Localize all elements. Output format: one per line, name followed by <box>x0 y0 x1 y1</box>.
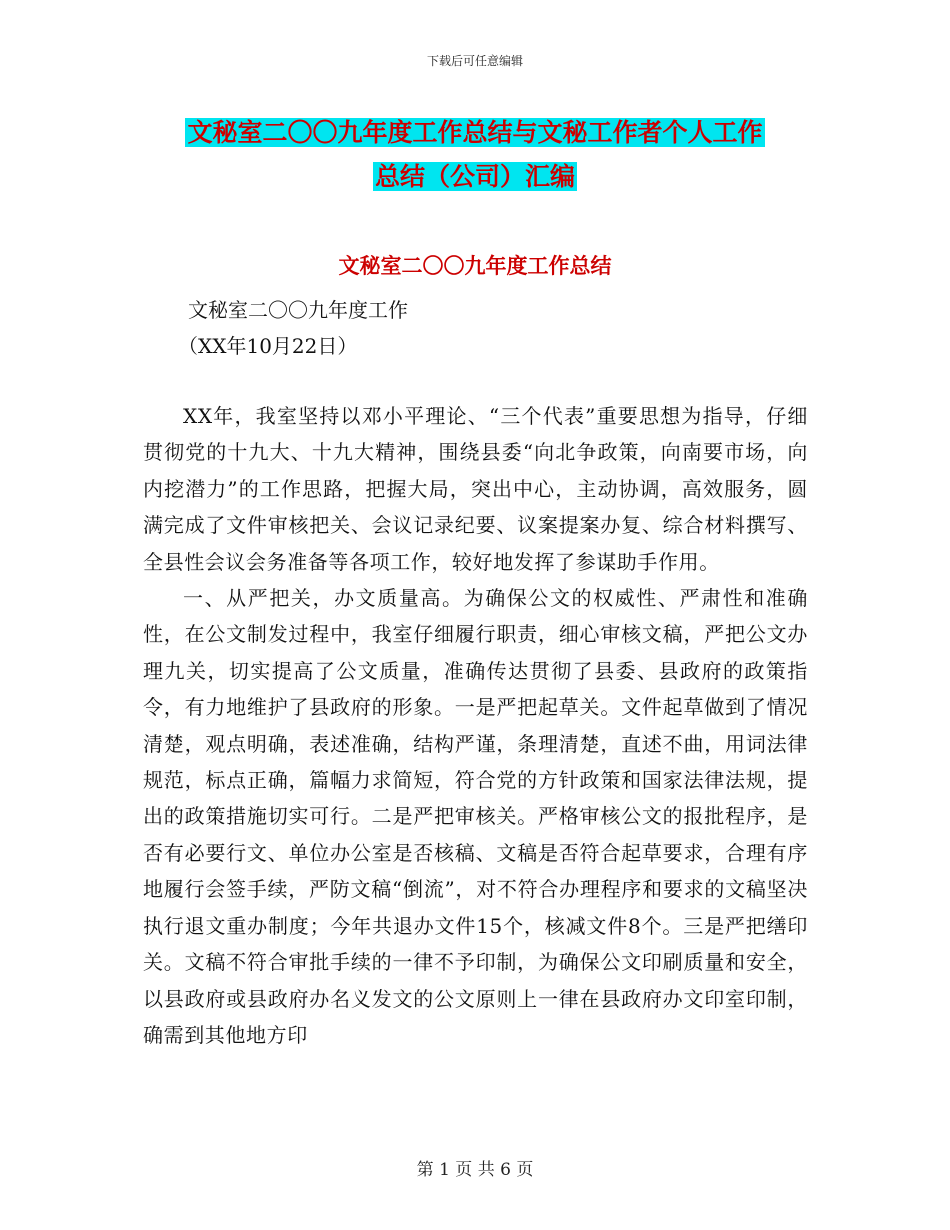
header-note: 下载后可任意编辑 <box>426 54 523 68</box>
document-body <box>143 398 808 1053</box>
page-footer: 第 1 页 共 6 页 <box>416 1160 534 1180</box>
body-paragraph: 一、从严把关，办文质量高。为确保公文的权威性、严肃性和准确性，在公文制发过程中，我室仔细履行职责，细心审核文稿，严把公文办理九关，切实提高了公文质量，准确传达贯彻了县委、县政府的政策指令，有力地维护了县政府的形象。一是严把起草关。文件起草做到了情况清楚，观点明确，表述准确，结构严谨，条理清楚，直述不曲，用词法律规范，标点正确，篇幅力求简短，符合党的方针政策和国家法律法规，提出的政策措施切实可行。二是严把审核关。严格审核公文的报批程序，是否有必要行文、单位办公室是否核稿、文稿是否符合起草要求，合理有序地履行会签手续，严防文稿“倒流”，对不符合办理程序和要求的文稿坚决执行退文重办制度；今年共退办文件15个，核减文件8个。三是严把缮印关。文稿不符合审批手续的一律不予印制，为确保公文印刷质量和安全，以县政府或县政府办名义发文的公文原则上一律在县政府办文印室印制，确需到其他地方印 <box>143 586 808 1047</box>
section-title: 文秘室二〇〇九年度工作总结 <box>338 253 612 278</box>
document-title-line-2 <box>0 157 950 193</box>
body-paragraph: XX年，我室坚持以邓小平理论、“三个代表”重要思想为指导，仔细贯彻党的十九大、十九大精神，围绕县委“向北争政策，向南要市场，向内挖潜力”的工作思路，把握大局，突出中心，主动协调，高效服务，圆满完成了文件审核把关、会议记录纪要、议案提案办复、综合材料撰写、全县性会议会务准备等各项工作，较好地发挥了参谋助手作用。 <box>143 404 808 574</box>
doc-meta-line-1: 文秘室二〇〇九年度工作 <box>188 298 408 322</box>
document-title-line-1 <box>0 113 950 149</box>
title-highlight-2: 总结（公司）汇编 <box>374 162 575 191</box>
title-highlight-1: 文秘室二〇〇九年度工作总结与文秘工作者个人工作 <box>187 118 763 147</box>
doc-meta-date: （XX年10月22日） <box>178 334 358 358</box>
